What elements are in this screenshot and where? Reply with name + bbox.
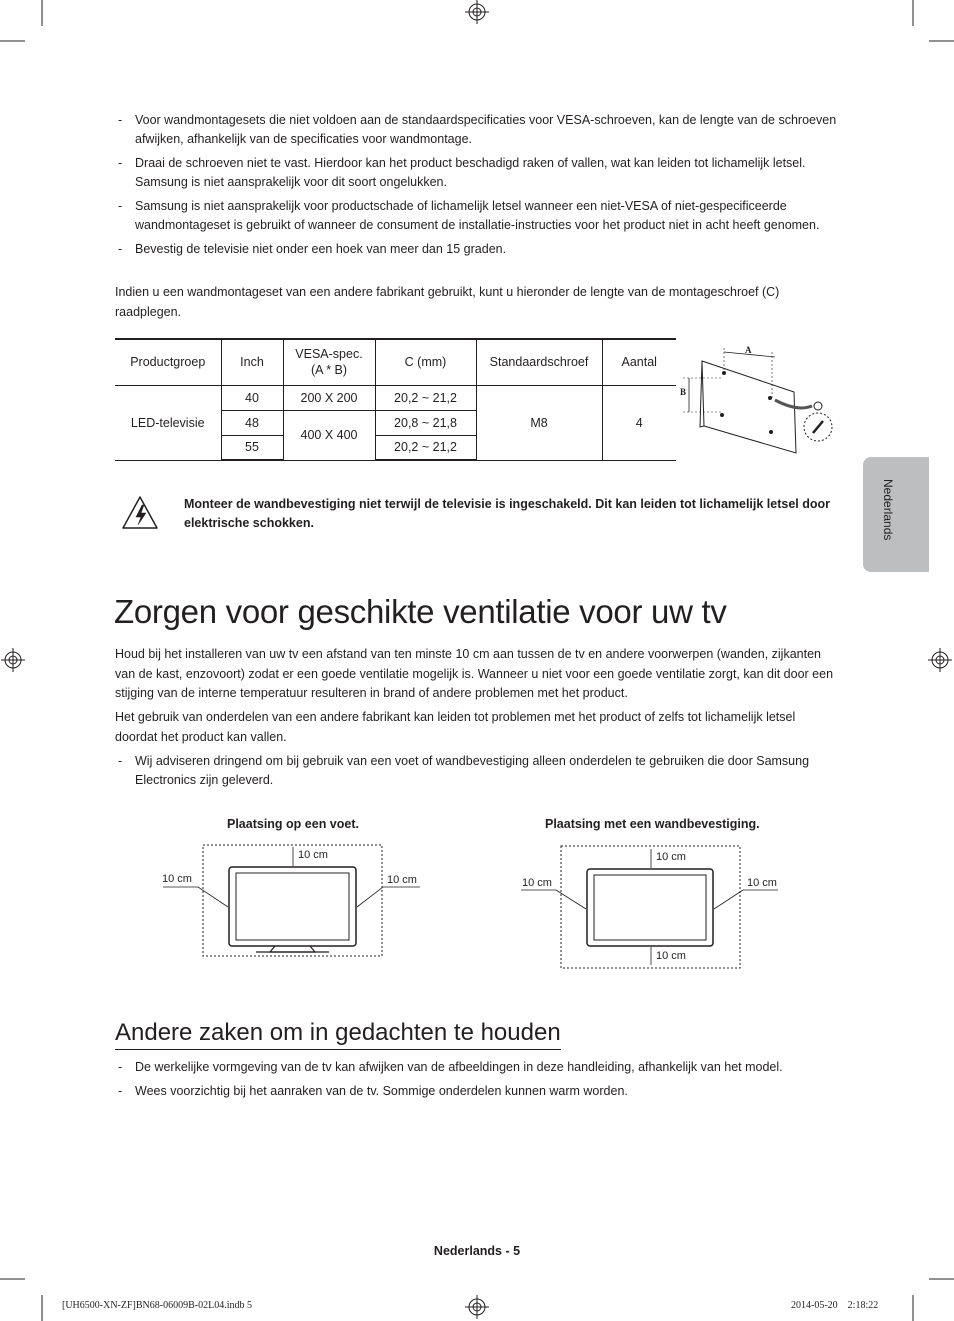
header-vesa: VESA-spec. (A * B) <box>283 339 375 385</box>
ventilation-paragraph-2: Het gebruik van onderdelen van een andere fabrikant kan leiden tot problemen met het product of zelfs tot lichamelijk letsel doordat het product kan vallen. <box>115 710 796 744</box>
table-row <box>115 385 676 410</box>
cell-count: 4 <box>602 385 676 460</box>
wall-left-distance: 10 cm <box>522 877 552 889</box>
wall-bottom-distance: 10 cm <box>656 950 686 962</box>
section-title-ventilation: Zorgen voor geschikte ventilatie voor uw tv <box>114 593 727 630</box>
registration-mark-bottom <box>465 1295 489 1319</box>
side-tab-label: Nederlands <box>881 479 895 541</box>
diagram-label-b: B <box>680 387 687 397</box>
wall-caption: Plaatsing met een wandbevestiging. <box>545 817 760 831</box>
warning-text: Monteer de wandbevestiging niet terwijl de televisie is ingeschakeld. Dit kan leiden tot lichamelijk letsel door elektrische schokken. <box>184 497 831 530</box>
wall-placement-figure <box>521 846 778 968</box>
other-bullet-list <box>115 1058 845 1106</box>
list-item: - De werkelijke vormgeving van de tv kan afwijken van de afbeeldingen in deze handleiding, afhankelijk van het model. <box>118 1060 783 1074</box>
list-item: - Wij adviseren dringend om bij gebruik van een voet of wandbevestiging alleen onderdelen te gebruiken die door Samsung Electronics zijn geleverd. <box>118 754 810 787</box>
header-aantal: Aantal <box>602 339 676 385</box>
list-item: - Voor wandmontagesets die niet voldoen aan de standaardspecificaties voor VESA-schroeven, kan de lengte van de schroeven afwijken, afhankelijk van de specificaties voor wandmontage. <box>118 113 837 146</box>
list-item: - Samsung is niet aansprakelijk voor productschade of lichamelijk letsel wanneer een niet-VESA of niet-gespecificeerde wandmontageset is gebruikt of wanneer de consument de installatie-instructies voor het product niet in acht heeft genomen. <box>118 199 820 232</box>
wall-right-distance: 10 cm <box>747 877 777 889</box>
header-inch: Inch <box>221 339 283 385</box>
top-bullet-list <box>115 111 845 264</box>
screw-spec-table <box>115 338 676 461</box>
print-file-info: [UH6500-XN-ZF]BN68-06009B-02L04.indb 5 <box>62 1300 252 1311</box>
diagram-label-a: A <box>745 345 752 355</box>
ventilation-bullet-list <box>115 752 845 795</box>
registration-mark-left <box>1 648 25 672</box>
stand-top-distance: 10 cm <box>298 849 328 861</box>
warning-icon <box>123 497 157 528</box>
cell-inch: 40 <box>221 385 283 410</box>
cell-group: LED-televisie <box>115 385 221 460</box>
cell-inch: 48 <box>221 410 283 435</box>
cell-inch: 55 <box>221 435 283 460</box>
header-standaardschroef: Standaardschroef <box>476 339 602 385</box>
section-title-other: Andere zaken om in gedachten te houden <box>115 1019 561 1050</box>
print-date-info: 2014-05-20 2:18:22 <box>791 1300 879 1311</box>
cell-screw: M8 <box>476 385 602 460</box>
cell-vesa: 200 X 200 <box>283 385 375 410</box>
cell-c-mm: 20,2 ~ 21,2 <box>375 385 476 410</box>
language-side-tab <box>863 457 929 572</box>
cell-c-mm: 20,2 ~ 21,2 <box>375 435 476 460</box>
header-productgroep: Productgroep <box>115 339 221 385</box>
intro-text: Indien u een wandmontageset van een andere fabrikant gebruikt, kunt u hieronder de lengte van de montageschroef (C) raadplegen. <box>115 285 780 319</box>
cell-c-mm: 20,8 ~ 21,8 <box>375 410 476 435</box>
vesa-diagram <box>683 348 832 453</box>
list-item: - Wees voorzichtig bij het aanraken van de tv. Sommige onderdelen kunnen warm worden. <box>118 1084 628 1098</box>
list-item: - Bevestig de televisie niet onder een hoek van meer dan 15 graden. <box>118 242 507 256</box>
header-c-mm: C (mm) <box>375 339 476 385</box>
list-item: - Draai de schroeven niet te vast. Hierdoor kan het product beschadigd raken of vallen, wat kan leiden tot lichamelijk letsel. Samsung is niet aansprakelijk voor dit soort ongelukken. <box>118 156 806 189</box>
stand-right-distance: 10 cm <box>387 874 417 886</box>
ventilation-paragraph-1: Houd bij het installeren van uw tv een afstand van ten minste 10 cm aan tussen de tv en andere voorwerpen (wanden, zijkanten van de kast, enzovoort) zodat er een goede ventilatie mogelijk is. Wanneer u niet voor een goede ventilatie zorgt, kan dit door een stijging van de interne temperatuur resulteren in brand of andere problemen met het product. <box>115 647 834 700</box>
stand-left-distance: 10 cm <box>162 873 192 885</box>
stand-caption: Plaatsing op een voet. <box>227 817 359 831</box>
page-number: Nederlands - 5 <box>433 1244 521 1258</box>
registration-mark-right <box>928 648 952 672</box>
wall-top-distance: 10 cm <box>656 851 686 863</box>
stand-placement-figure <box>163 845 420 956</box>
table-header-row <box>115 339 676 385</box>
registration-mark-top <box>465 0 489 24</box>
cell-vesa: 400 X 400 <box>283 410 375 460</box>
